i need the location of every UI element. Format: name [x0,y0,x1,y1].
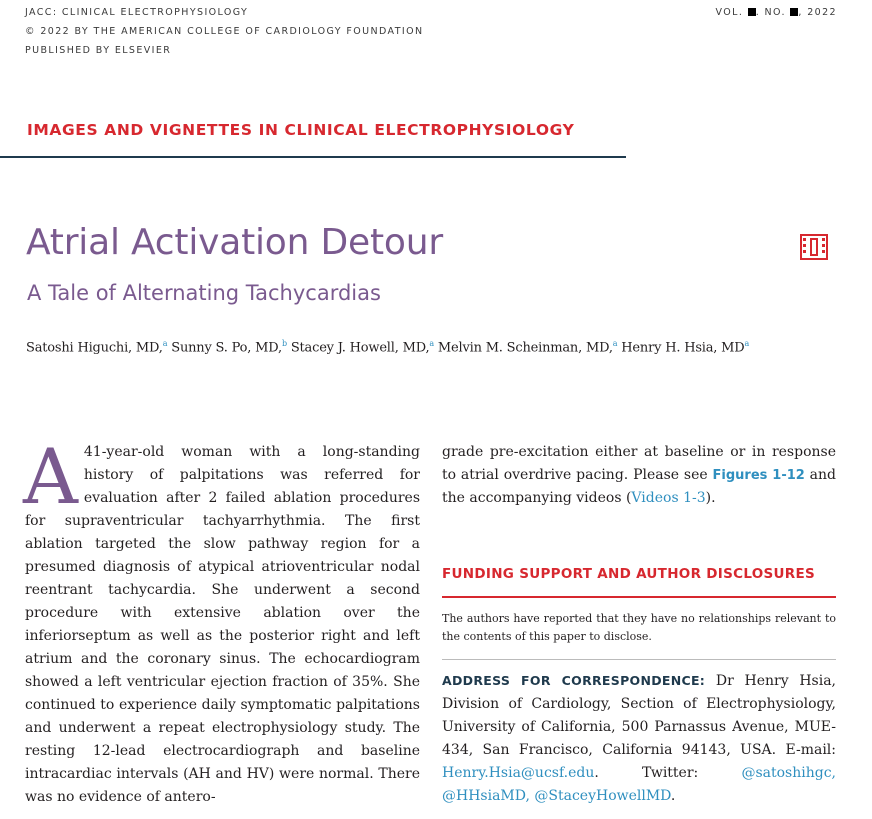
volume-placeholder [748,8,756,16]
body-right-column [442,441,836,510]
film-strip-icon[interactable] [800,234,828,260]
end-punctuation: . [670,788,676,804]
publisher-line: PUBLISHED BY ELSEVIER [25,45,172,56]
email-link[interactable]: Henry.Hsia@ucsf.edu [442,765,595,781]
author-name: Sunny S. Po, MD, [171,340,282,356]
issue-placeholder [790,8,798,16]
correspondence-block [442,669,836,808]
videos-link[interactable]: Videos 1-3 [631,490,706,506]
no-label: NO. [764,7,786,18]
funding-heading: FUNDING SUPPORT AND AUTHOR DISCLOSURES [442,566,816,582]
affiliation-marker[interactable]: a [744,339,750,348]
year: 2022 [807,7,837,18]
body-paragraph: 41-year-old woman with a long-standing history of palpitations was referred for evaluation after 2 failed ablation procedures for supraventricular tachyarrhythmia. The first ablation targeted the slow pathway region for a presumed diagnosis of atypical atrioventricular nodal reentrant tachycardia. She underwent a second procedure with extensive ablation over the inferiorseptum as well as the posterior right and left atrium and the coronary sinus. The echocardiogram showed a left ventricular ejection fraction of 35%. She continued to experience daily symptomatic palpitations and underwent a repeat electrophysiology study. The resting 12-lead electrocardiograph and baseline intracardiac intervals (AH and HV) were normal. There was no evidence of antero- [25,444,420,805]
body-paragraph-continued [442,441,836,510]
article-title: Atrial Activation Detour [26,222,443,263]
vol-label: VOL. [715,7,744,18]
correspondence-label: ADDRESS FOR CORRESPONDENCE: [442,673,706,688]
copyright-line: © 2022 BY THE AMERICAN COLLEGE OF CARDIOLOGY FOUNDATION [25,26,424,37]
section-heading: IMAGES AND VIGNETTES IN CLINICAL ELECTROPHYSIOLOGY [27,121,575,139]
twitter-label: . Twitter: [594,765,699,781]
body-text: and the accompanying videos ( [442,467,836,506]
twitter-handle-link[interactable]: @HHsiaMD, [442,788,530,804]
body-text: grade pre-excitation either at baseline or in response to atrial overdrive pacing. Please see [442,444,836,483]
volume-info: VOL. . NO. , 2022 [715,7,837,18]
twitter-handle-link[interactable]: @satoshihgc, [741,765,836,781]
article-subtitle: A Tale of Alternating Tachycardias [27,281,381,305]
author-name: Satoshi Higuchi, MD, [26,340,163,356]
journal-name: JACC: CLINICAL ELECTROPHYSIOLOGY [25,7,249,18]
affiliation-marker[interactable]: a [429,339,434,348]
author-name: Melvin M. Scheinman, MD, [437,340,613,356]
correspondence-divider [442,659,836,660]
drop-cap: A [23,432,78,521]
affiliation-marker[interactable]: a [612,339,618,348]
author-name: Henry H. Hsia, MD [621,340,745,356]
author-name: Stacey J. Howell, MD, [290,340,430,356]
twitter-handle-link[interactable]: @StaceyHowellMD [534,788,671,804]
body-text: ). [705,490,716,506]
correspondence-address: Dr Henry Hsia, Division of Cardiology, Section of Electrophysiology, University of California, 500 Parnassus Avenue, MUE-434, San Francisco, California 94143, USA. E-mail: [442,673,836,758]
figures-link[interactable]: Figures 1-12 [712,468,805,483]
section-divider [0,156,626,158]
funding-divider [442,596,836,598]
author-list [26,339,749,355]
funding-text: The authors have reported that they have no relationships relevant to the contents of this paper to disclose. [442,612,836,643]
body-left-column [23,432,420,809]
affiliation-marker[interactable]: a [162,339,168,348]
affiliation-marker[interactable]: b [281,339,287,348]
